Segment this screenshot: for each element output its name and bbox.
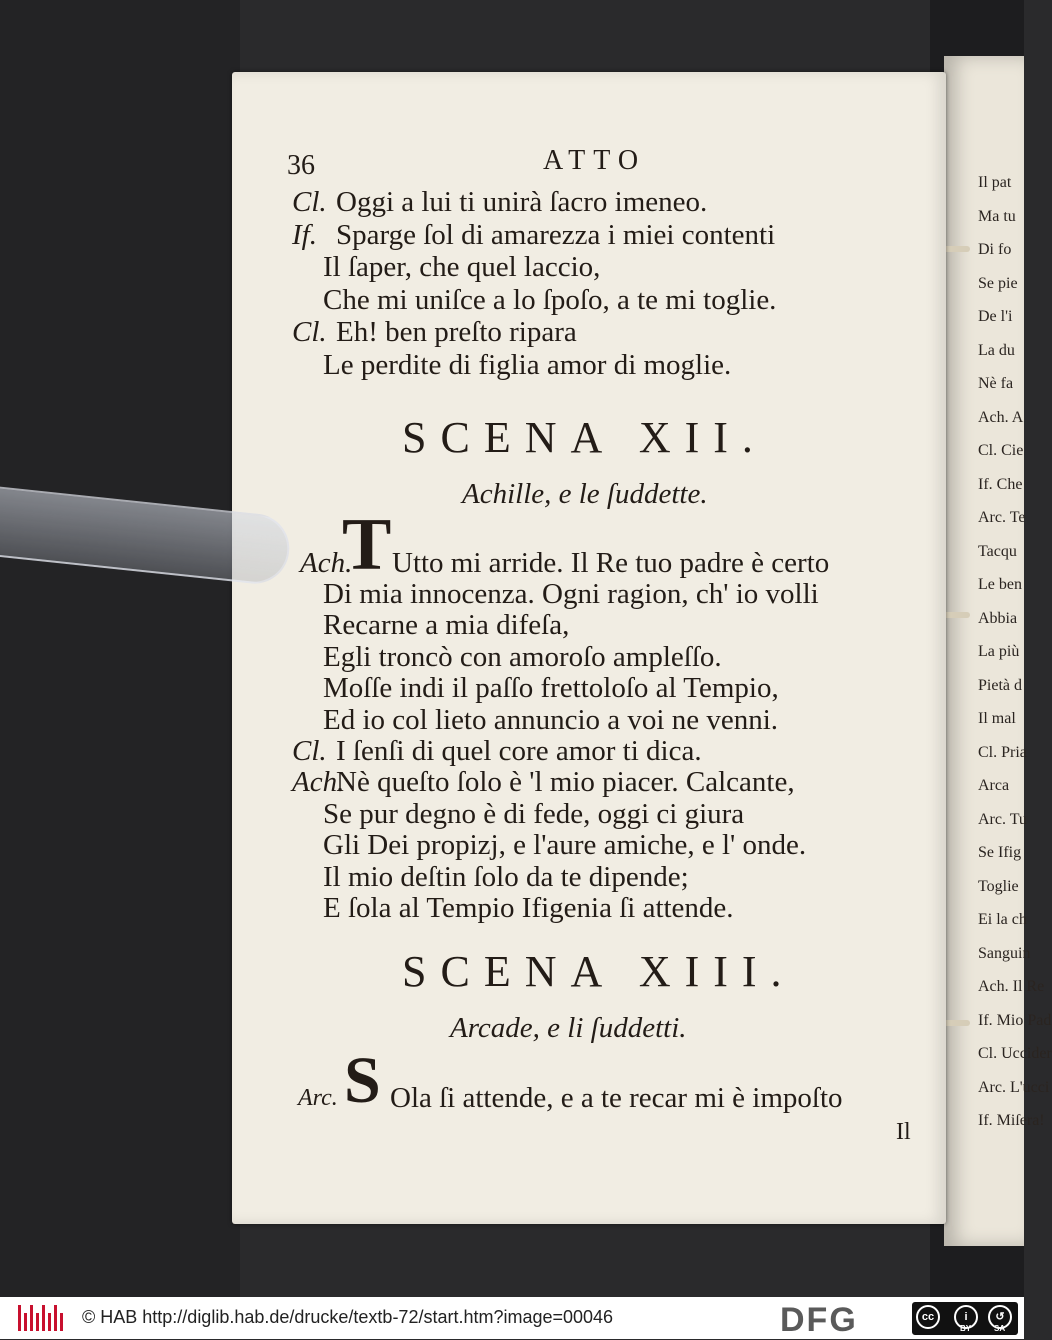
hab-logo-bar — [60, 1313, 63, 1331]
facing-page-line: Cl. Uccider — [978, 1045, 1052, 1062]
verse-line: E ſola al Tempio Ifigenia ſi attende. — [323, 892, 734, 924]
facing-page-line: Se pie — [978, 274, 1018, 292]
verse-line: I ſenſi di quel core amor ti dica. — [336, 735, 702, 767]
facing-page-line: If. Che — [978, 475, 1023, 493]
facing-page-line: Se Ifig — [978, 844, 1022, 861]
verse-line: Ola ſi attende, e a te recar mi è impoſto — [390, 1082, 843, 1114]
by-icon: i — [954, 1305, 978, 1329]
hab-logo-bar — [54, 1305, 57, 1331]
facing-page-line: De l'i — [978, 308, 1013, 325]
hab-logo-bar — [30, 1305, 33, 1331]
speaker-label: Cl. — [292, 316, 327, 348]
license-by-label: BY — [960, 1324, 972, 1333]
sa-icon: ↺ — [988, 1305, 1012, 1329]
hab-logo-bar — [36, 1313, 39, 1331]
facing-page-line: If. Mio Pad — [978, 1011, 1052, 1029]
verse-line: Ed io col lieto annuncio a voi ne venni. — [323, 703, 779, 736]
footer-bar — [0, 1297, 1024, 1339]
hab-logo-icon[interactable] — [18, 1305, 66, 1331]
verse-line: Gli Dei propizj, e l'aure amiche, e l' onde. — [323, 829, 807, 862]
speaker-label: If. — [292, 218, 317, 251]
facing-page-line: Sanguin — [978, 944, 1031, 962]
facing-page-line: La du — [978, 341, 1015, 359]
verse-line: Di mia innocenza. Ogni ragion, ch' io volli — [323, 578, 819, 610]
facing-page-line: Arc. Tu — [978, 810, 1027, 828]
verse-line: Egli troncò con amoroſo ampleſſo. — [323, 640, 722, 673]
facing-page-line: Le ben — [978, 576, 1022, 593]
facing-page-line: Ma tu — [978, 207, 1016, 225]
facing-page-line: Abbia — [978, 609, 1018, 627]
speaker-label: Ach. — [292, 766, 345, 799]
verse-line: Nè queſto ſolo è 'l mio piacer. Calcante, — [336, 766, 795, 799]
signature-mark: Il — [896, 1119, 911, 1145]
verse-line: Che mi uniſce a lo ſpoſo, a te mi toglie. — [323, 283, 777, 316]
verse-line: Moſſe indi il paſſo frettoloſo al Tempio, — [323, 672, 779, 705]
page-number: 36 — [287, 150, 315, 181]
cc-license-icon[interactable] — [912, 1302, 1018, 1335]
facing-page-line: Arc. Te — [978, 509, 1026, 526]
facing-page-line: Il mal — [978, 710, 1016, 727]
hab-logo-bar — [18, 1305, 21, 1331]
facing-page-line: Ei la ch — [978, 911, 1027, 928]
facing-page-line: Ach. Il Re — [978, 978, 1045, 995]
facing-page-line: Toglie — [978, 877, 1019, 895]
hab-logo-bar — [42, 1305, 45, 1331]
facing-page-line: Pietà d — [978, 676, 1022, 694]
speaker-label: Cl. — [292, 735, 327, 767]
verse-line: Oggi a lui ti unirà ſacro imeneo. — [336, 186, 708, 218]
facing-page-line: Ach. A — [978, 408, 1024, 426]
facing-page-line: La più — [978, 643, 1020, 660]
hab-logo-bar — [48, 1313, 51, 1331]
facing-page-line: Arc. L'ucci — [978, 1078, 1050, 1096]
scene-cast: Arcade, e li ſuddetti. — [450, 1012, 687, 1044]
scene-title: SCENA XIII. — [402, 947, 796, 996]
verse-line: Il ſaper, che quel laccio, — [323, 251, 601, 283]
drop-cap: T — [342, 504, 392, 586]
hab-logo-bar — [24, 1313, 27, 1331]
credit-link[interactable]: © HAB http://diglib.hab.de/drucke/textb-72/start.htm?image=00046 — [82, 1307, 614, 1327]
verse-line: Se pur degno è di fede, oggi ci giura — [323, 797, 745, 830]
verse-line: Sparge ſol di amarezza i miei contenti — [336, 218, 776, 251]
facing-page-line: If. Miſera! — [978, 1112, 1045, 1129]
license-sa-label: SA — [994, 1324, 1006, 1333]
facing-page-line: Nè fa — [978, 375, 1014, 392]
facing-page-line: Tacqu — [978, 542, 1017, 560]
facing-page-line: Di fo — [978, 241, 1012, 258]
speaker-label: Ach. — [300, 547, 353, 579]
facing-page — [944, 56, 1052, 1246]
verse-line: Utto mi arride. Il Re tuo padre è certo — [392, 547, 830, 579]
speaker-label: Arc. — [298, 1085, 338, 1111]
verse-line: Recarne a mia difeſa, — [323, 609, 570, 642]
scene-cast: Achille, e le ſuddette. — [462, 478, 708, 510]
facing-page-line: Arca — [978, 777, 1010, 794]
cc-icon: cc — [916, 1305, 940, 1329]
drop-cap: S — [344, 1044, 381, 1117]
scene-title: SCENA XII. — [402, 413, 767, 462]
facing-page-line: Il pat — [978, 174, 1012, 191]
facing-page-line: Cl. Cie — [978, 442, 1024, 459]
verse-line: Le perdite di figlia amor di moglie. — [323, 348, 732, 381]
verse-line: Il mio deſtin ſolo da te dipende; — [323, 860, 689, 893]
page-header: ATTO — [543, 145, 647, 176]
facing-page-line: Cl. Pria — [978, 743, 1027, 761]
dfg-logo[interactable]: DFG — [780, 1301, 858, 1339]
speaker-label: Cl. — [292, 186, 327, 218]
background-left — [0, 0, 240, 1297]
verse-line: Eh! ben preſto ripara — [336, 316, 577, 348]
